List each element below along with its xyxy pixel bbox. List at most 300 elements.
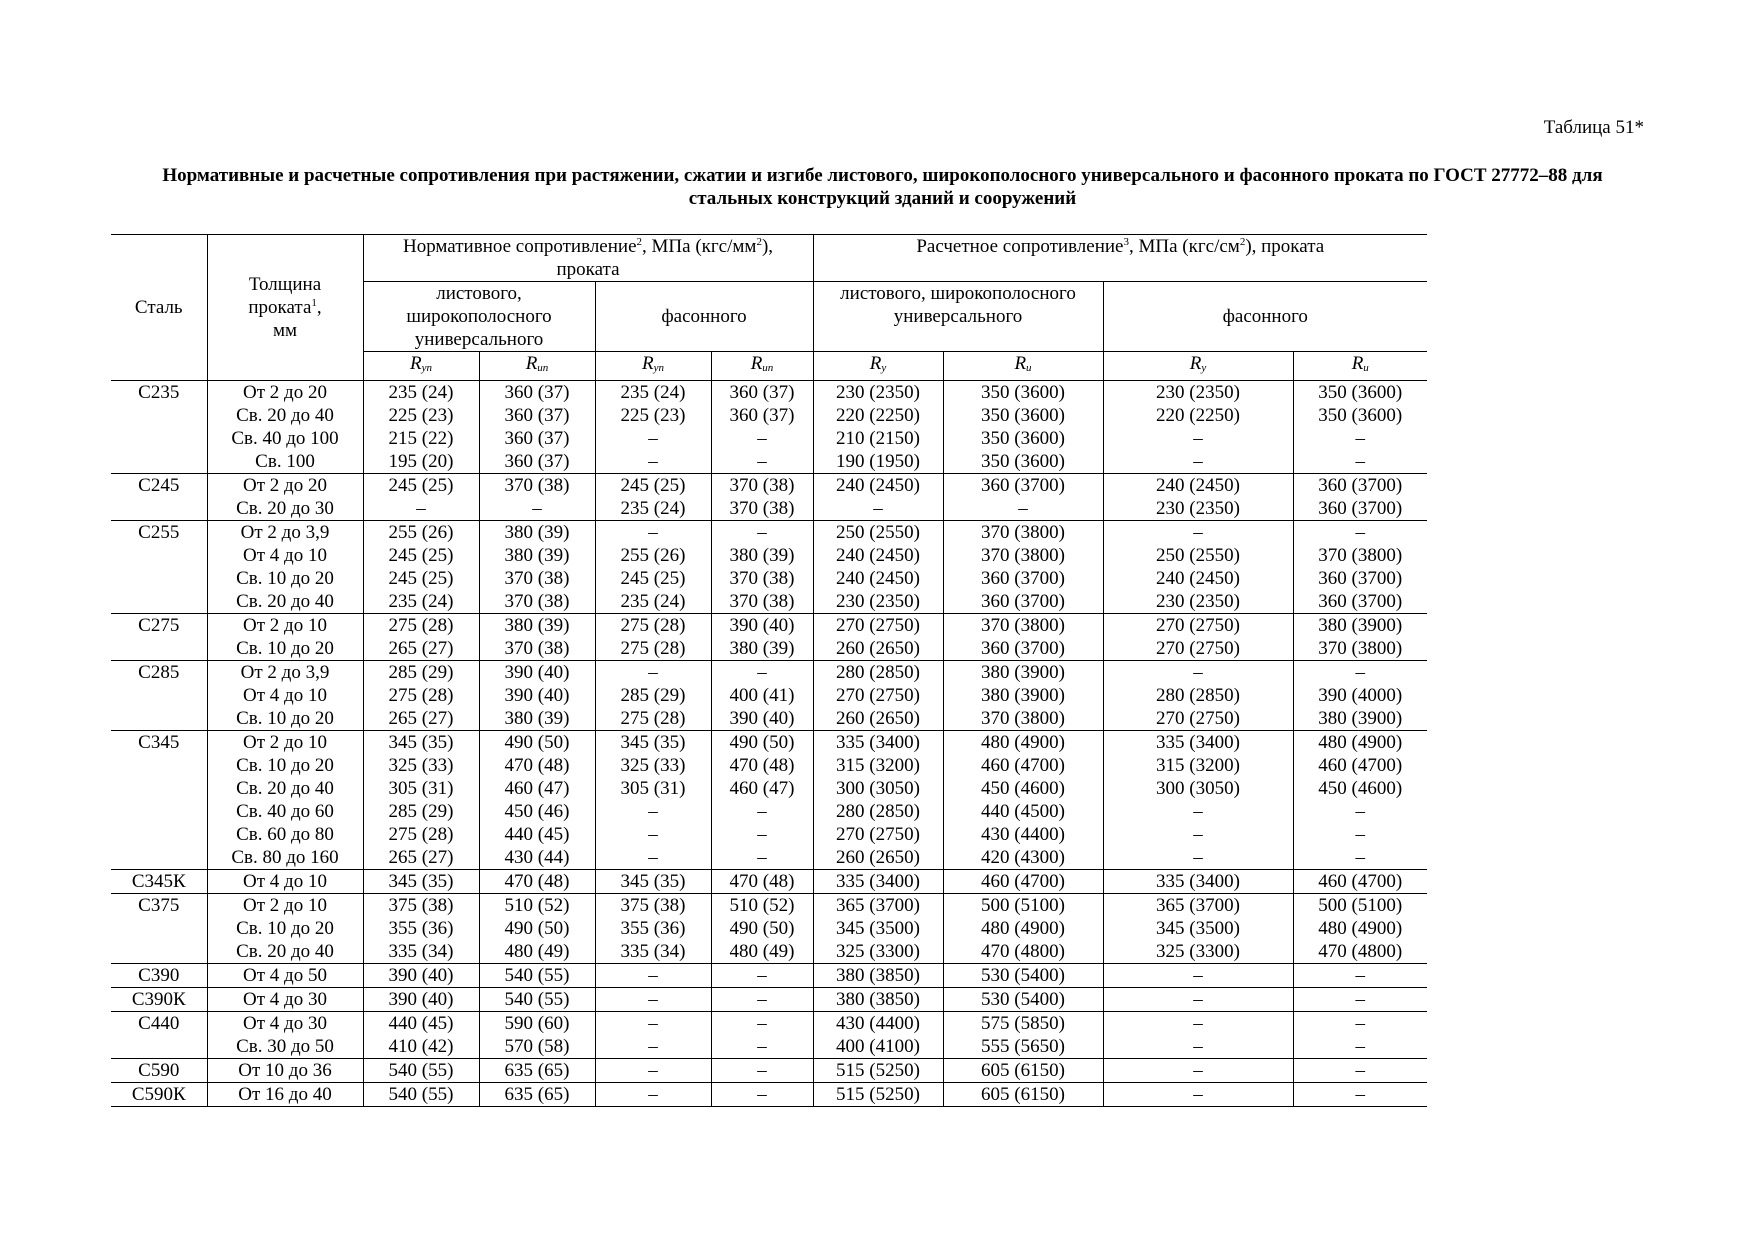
resistance-symbol: [642, 353, 664, 374]
value-cell: 270 (2750): [813, 684, 943, 707]
steel-grade-cell: С590: [111, 1059, 207, 1083]
value-cell: 360 (3700): [1293, 474, 1427, 498]
value-cell: –: [1293, 661, 1427, 685]
value-cell: 245 (25): [363, 474, 479, 498]
table-row: [111, 637, 1427, 661]
value-cell: 430 (4400): [943, 823, 1103, 846]
value-cell: 285 (29): [595, 684, 711, 707]
value-cell: –: [711, 1035, 813, 1059]
value-cell: 540 (55): [363, 1083, 479, 1107]
value-cell: 400 (4100): [813, 1035, 943, 1059]
footnote-3-mark: 3: [1123, 236, 1129, 248]
value-cell: 350 (3600): [1293, 404, 1427, 427]
value-cell: 380 (3850): [813, 988, 943, 1012]
value-cell: 355 (36): [595, 917, 711, 940]
value-cell: –: [711, 1059, 813, 1083]
thickness-cell: Св. 10 до 20: [207, 637, 363, 661]
value-cell: 275 (28): [363, 823, 479, 846]
value-cell: 590 (60): [479, 1012, 595, 1036]
value-cell: 515 (5250): [813, 1059, 943, 1083]
value-cell: 190 (1950): [813, 450, 943, 474]
table-row: [111, 404, 1427, 427]
value-cell: 335 (3400): [813, 731, 943, 755]
value-cell: 275 (28): [595, 707, 711, 731]
value-cell: 390 (40): [711, 614, 813, 638]
value-cell: 460 (47): [711, 777, 813, 800]
value-cell: –: [711, 988, 813, 1012]
value-cell: –: [595, 661, 711, 685]
table-row: [111, 707, 1427, 731]
thickness-cell: От 4 до 30: [207, 1012, 363, 1036]
symbol-base: R: [869, 353, 882, 374]
value-cell: 540 (55): [479, 964, 595, 988]
table-row: [111, 731, 1427, 755]
header-sheet-line1: листового,: [436, 283, 522, 304]
thickness-cell: Св. 20 до 30: [207, 497, 363, 521]
value-cell: 325 (33): [595, 754, 711, 777]
value-cell: –: [943, 497, 1103, 521]
value-cell: –: [595, 964, 711, 988]
value-cell: 380 (39): [479, 614, 595, 638]
value-cell: 500 (5100): [1293, 894, 1427, 918]
table-row: [111, 1035, 1427, 1059]
value-cell: 345 (35): [363, 731, 479, 755]
value-cell: 430 (4400): [813, 1012, 943, 1036]
thickness-cell: От 2 до 3,9: [207, 661, 363, 685]
thickness-cell: От 2 до 10: [207, 614, 363, 638]
value-cell: –: [1293, 521, 1427, 545]
value-cell: 370 (38): [711, 497, 813, 521]
resistance-table: [111, 234, 1427, 1107]
thickness-cell: Св. 100: [207, 450, 363, 474]
thickness-cell: От 2 до 10: [207, 894, 363, 918]
value-cell: –: [1293, 988, 1427, 1012]
value-cell: 230 (2350): [813, 590, 943, 614]
value-cell: 265 (27): [363, 707, 479, 731]
thickness-cell: Св. 10 до 20: [207, 754, 363, 777]
value-cell: 360 (37): [711, 381, 813, 405]
table-row: [111, 544, 1427, 567]
header-design: [813, 235, 1427, 282]
value-cell: –: [711, 661, 813, 685]
table-row: [111, 1012, 1427, 1036]
resistance-symbol: [870, 353, 887, 374]
value-cell: 275 (28): [363, 614, 479, 638]
value-cell: 470 (4800): [943, 940, 1103, 964]
value-cell: 235 (24): [595, 381, 711, 405]
value-cell: 370 (38): [711, 590, 813, 614]
value-cell: 240 (2450): [813, 544, 943, 567]
value-cell: –: [1103, 823, 1293, 846]
value-cell: 370 (38): [479, 637, 595, 661]
steel-grade-cell: С285: [111, 661, 207, 731]
value-cell: 370 (3800): [1293, 637, 1427, 661]
value-cell: 375 (38): [595, 894, 711, 918]
value-cell: 555 (5650): [943, 1035, 1103, 1059]
value-cell: 345 (3500): [813, 917, 943, 940]
value-cell: 325 (33): [363, 754, 479, 777]
symbol-header-cell: [711, 352, 813, 381]
value-cell: –: [711, 1083, 813, 1107]
value-cell: –: [1103, 846, 1293, 870]
squared-mark: 2: [1239, 236, 1246, 248]
value-cell: –: [1293, 450, 1427, 474]
table-row: [111, 497, 1427, 521]
steel-grade-cell: С245: [111, 474, 207, 521]
value-cell: 480 (4900): [1293, 917, 1427, 940]
value-cell: 255 (26): [363, 521, 479, 545]
symbol-base: R: [525, 353, 538, 374]
value-cell: 470 (48): [711, 754, 813, 777]
value-cell: 370 (3800): [943, 521, 1103, 545]
header-thickness-unit: мм: [272, 320, 298, 341]
header-normative: [363, 235, 813, 282]
value-cell: 360 (3700): [943, 567, 1103, 590]
value-cell: –: [711, 521, 813, 545]
table-row: [111, 474, 1427, 498]
value-cell: –: [711, 846, 813, 870]
symbol-header-cell: [813, 352, 943, 381]
value-cell: 350 (3600): [943, 381, 1103, 405]
value-cell: –: [1103, 521, 1293, 545]
symbol-base: R: [1014, 353, 1027, 374]
value-cell: 350 (3600): [1293, 381, 1427, 405]
value-cell: –: [711, 823, 813, 846]
table-row: [111, 988, 1427, 1012]
value-cell: 450 (4600): [943, 777, 1103, 800]
value-cell: 240 (2450): [813, 474, 943, 498]
thickness-cell: Св. 20 до 40: [207, 404, 363, 427]
table-row: [111, 614, 1427, 638]
value-cell: –: [595, 1083, 711, 1107]
value-cell: 345 (35): [363, 870, 479, 894]
symbol-subscript: y: [881, 362, 887, 374]
value-cell: 380 (3900): [943, 684, 1103, 707]
value-cell: –: [1103, 450, 1293, 474]
header-design-text: Расчетное сопротивление: [916, 236, 1124, 257]
value-cell: 460 (4700): [1293, 754, 1427, 777]
value-cell: 360 (3700): [943, 474, 1103, 498]
thickness-cell: Св. 30 до 50: [207, 1035, 363, 1059]
value-cell: 360 (3700): [1293, 497, 1427, 521]
value-cell: –: [595, 1012, 711, 1036]
thickness-cell: Св. 20 до 40: [207, 940, 363, 964]
value-cell: 270 (2750): [1103, 707, 1293, 731]
value-cell: 540 (55): [363, 1059, 479, 1083]
value-cell: –: [1293, 1012, 1427, 1036]
value-cell: 270 (2750): [813, 823, 943, 846]
value-cell: –: [711, 427, 813, 450]
table-row: [111, 684, 1427, 707]
value-cell: 460 (4700): [943, 870, 1103, 894]
value-cell: –: [1293, 800, 1427, 823]
value-cell: 375 (38): [363, 894, 479, 918]
value-cell: 450 (46): [479, 800, 595, 823]
value-cell: 440 (4500): [943, 800, 1103, 823]
thickness-cell: От 4 до 10: [207, 684, 363, 707]
steel-grade-cell: С345: [111, 731, 207, 870]
value-cell: 360 (37): [479, 450, 595, 474]
value-cell: 380 (39): [479, 544, 595, 567]
header-normative-close: ),: [761, 236, 774, 257]
value-cell: 335 (3400): [813, 870, 943, 894]
value-cell: –: [1103, 1012, 1293, 1036]
symbol-base: R: [750, 353, 763, 374]
value-cell: 285 (29): [363, 800, 479, 823]
header-sheet-line3: универсального: [414, 329, 544, 350]
symbol-subscript: yn: [653, 362, 664, 374]
value-cell: –: [1103, 964, 1293, 988]
value-cell: 275 (28): [595, 637, 711, 661]
value-cell: 530 (5400): [943, 964, 1103, 988]
value-cell: –: [595, 450, 711, 474]
table-row: [111, 940, 1427, 964]
value-cell: 460 (4700): [1293, 870, 1427, 894]
value-cell: 470 (48): [479, 754, 595, 777]
value-cell: 390 (40): [711, 707, 813, 731]
value-cell: 420 (4300): [943, 846, 1103, 870]
value-cell: 360 (37): [479, 427, 595, 450]
value-cell: 390 (4000): [1293, 684, 1427, 707]
thickness-cell: От 10 до 36: [207, 1059, 363, 1083]
symbol-subscript: yn: [421, 362, 432, 374]
steel-grade-cell: С255: [111, 521, 207, 614]
steel-grade-cell: С375: [111, 894, 207, 964]
value-cell: 440 (45): [363, 1012, 479, 1036]
value-cell: 570 (58): [479, 1035, 595, 1059]
header-shaped-design: [1103, 282, 1427, 352]
table-row: [111, 964, 1427, 988]
value-cell: 220 (2250): [1103, 404, 1293, 427]
value-cell: 285 (29): [363, 661, 479, 685]
thickness-cell: Св. 10 до 20: [207, 917, 363, 940]
symbol-subscript: un: [537, 362, 549, 374]
symbol-header-cell: [479, 352, 595, 381]
table-row: [111, 567, 1427, 590]
value-cell: 225 (23): [595, 404, 711, 427]
value-cell: –: [1293, 427, 1427, 450]
thickness-cell: От 4 до 10: [207, 870, 363, 894]
value-cell: 390 (40): [363, 964, 479, 988]
value-cell: 460 (4700): [943, 754, 1103, 777]
value-cell: 480 (4900): [943, 731, 1103, 755]
header-shaped-label: фасонного: [1222, 306, 1308, 327]
header-normative-text: Нормативное сопротивление: [402, 236, 637, 257]
value-cell: 470 (48): [479, 870, 595, 894]
value-cell: 480 (4900): [1293, 731, 1427, 755]
thickness-cell: От 16 до 40: [207, 1083, 363, 1107]
resistance-symbol: [410, 353, 432, 374]
value-cell: 300 (3050): [813, 777, 943, 800]
value-cell: –: [363, 497, 479, 521]
value-cell: –: [595, 1059, 711, 1083]
value-cell: 305 (31): [363, 777, 479, 800]
thickness-cell: От 4 до 10: [207, 544, 363, 567]
value-cell: 480 (49): [479, 940, 595, 964]
header-design-unit: , МПа (кгс/см: [1128, 236, 1240, 257]
value-cell: 380 (39): [479, 707, 595, 731]
thickness-cell: Св. 10 до 20: [207, 567, 363, 590]
resistance-symbol: [526, 353, 549, 374]
value-cell: 300 (3050): [1103, 777, 1293, 800]
value-cell: 195 (20): [363, 450, 479, 474]
value-cell: 515 (5250): [813, 1083, 943, 1107]
thickness-cell: От 2 до 20: [207, 381, 363, 405]
header-sheet-design-line1: листового, широкополосного: [840, 283, 1076, 304]
value-cell: 350 (3600): [943, 427, 1103, 450]
value-cell: 335 (3400): [1103, 870, 1293, 894]
value-cell: 490 (50): [711, 917, 813, 940]
thickness-cell: Св. 10 до 20: [207, 707, 363, 731]
value-cell: 370 (3800): [943, 707, 1103, 731]
value-cell: 635 (65): [479, 1059, 595, 1083]
header-thickness-line2: проката: [248, 297, 312, 318]
resistance-symbol: [1190, 353, 1207, 374]
value-cell: 260 (2650): [813, 707, 943, 731]
header-shaped-label: фасонного: [661, 306, 747, 327]
thickness-cell: От 4 до 30: [207, 988, 363, 1012]
header-thickness-comma: ,: [316, 297, 322, 318]
value-cell: 605 (6150): [943, 1059, 1103, 1083]
value-cell: 605 (6150): [943, 1083, 1103, 1107]
value-cell: 360 (37): [479, 381, 595, 405]
value-cell: 260 (2650): [813, 637, 943, 661]
symbol-subscript: u: [1026, 362, 1032, 374]
steel-grade-cell: С590К: [111, 1083, 207, 1107]
table-row: [111, 381, 1427, 405]
value-cell: 280 (2850): [1103, 684, 1293, 707]
value-cell: 365 (3700): [1103, 894, 1293, 918]
value-cell: 365 (3700): [813, 894, 943, 918]
value-cell: 345 (3500): [1103, 917, 1293, 940]
value-cell: 345 (35): [595, 870, 711, 894]
header-sheet-normative: [363, 282, 595, 352]
value-cell: 635 (65): [479, 1083, 595, 1107]
value-cell: –: [1103, 800, 1293, 823]
value-cell: 250 (2550): [1103, 544, 1293, 567]
thickness-cell: Св. 20 до 40: [207, 590, 363, 614]
table-row: [111, 777, 1427, 800]
resistance-symbol: [1352, 353, 1369, 374]
value-cell: 470 (4800): [1293, 940, 1427, 964]
table-row: [111, 917, 1427, 940]
value-cell: 230 (2350): [813, 381, 943, 405]
squared-mark: 2: [756, 236, 762, 248]
value-cell: 275 (28): [595, 614, 711, 638]
value-cell: –: [1103, 1035, 1293, 1059]
value-cell: 380 (3900): [1293, 707, 1427, 731]
value-cell: 325 (3300): [1103, 940, 1293, 964]
value-cell: 490 (50): [479, 731, 595, 755]
header-steel-label: Сталь: [134, 297, 183, 318]
value-cell: –: [711, 964, 813, 988]
value-cell: –: [1293, 823, 1427, 846]
steel-grade-cell: С235: [111, 381, 207, 474]
value-cell: 410 (42): [363, 1035, 479, 1059]
value-cell: 575 (5850): [943, 1012, 1103, 1036]
value-cell: –: [595, 427, 711, 450]
value-cell: 490 (50): [479, 917, 595, 940]
value-cell: 470 (48): [711, 870, 813, 894]
value-cell: 315 (3200): [1103, 754, 1293, 777]
steel-grade-cell: С390: [111, 964, 207, 988]
header-steel: [111, 235, 207, 381]
value-cell: 490 (50): [711, 731, 813, 755]
value-cell: –: [1103, 661, 1293, 685]
value-cell: 270 (2750): [1103, 637, 1293, 661]
value-cell: 360 (37): [479, 404, 595, 427]
value-cell: 440 (45): [479, 823, 595, 846]
footnote-1-mark: 1: [311, 297, 317, 309]
value-cell: 230 (2350): [1103, 497, 1293, 521]
value-cell: 245 (25): [595, 474, 711, 498]
value-cell: 280 (2850): [813, 800, 943, 823]
thickness-cell: Св. 20 до 40: [207, 777, 363, 800]
table-row: [111, 661, 1427, 685]
table-row: [111, 427, 1427, 450]
value-cell: 335 (34): [363, 940, 479, 964]
value-cell: 335 (34): [595, 940, 711, 964]
value-cell: 380 (39): [479, 521, 595, 545]
value-cell: 380 (3900): [1293, 614, 1427, 638]
value-cell: 370 (38): [479, 567, 595, 590]
value-cell: 225 (23): [363, 404, 479, 427]
value-cell: 325 (3300): [813, 940, 943, 964]
thickness-cell: От 2 до 20: [207, 474, 363, 498]
symbol-header-cell: [363, 352, 479, 381]
value-cell: 345 (35): [595, 731, 711, 755]
thickness-cell: От 4 до 50: [207, 964, 363, 988]
value-cell: 380 (3850): [813, 964, 943, 988]
table-title: Нормативные и расчетные сопротивления при растяжении, сжатии и изгибе листового, широкополосного универсального и фасонного проката по ГОСТ 27772–88 для стальных конструкций зданий и сооружений: [162, 165, 1603, 209]
value-cell: 370 (38): [711, 567, 813, 590]
steel-grade-cell: С345К: [111, 870, 207, 894]
symbol-base: R: [410, 353, 422, 374]
value-cell: 315 (3200): [813, 754, 943, 777]
value-cell: 360 (3700): [1293, 590, 1427, 614]
value-cell: 370 (3800): [943, 614, 1103, 638]
thickness-cell: Св. 40 до 60: [207, 800, 363, 823]
thickness-cell: От 2 до 10: [207, 731, 363, 755]
value-cell: 210 (2150): [813, 427, 943, 450]
resistance-symbol: [751, 353, 774, 374]
value-cell: 510 (52): [479, 894, 595, 918]
table-row: [111, 846, 1427, 870]
value-cell: 380 (39): [711, 637, 813, 661]
thickness-cell: Св. 80 до 160: [207, 846, 363, 870]
value-cell: 265 (27): [363, 637, 479, 661]
footnote-2-mark: 2: [636, 236, 643, 248]
value-cell: 235 (24): [363, 590, 479, 614]
value-cell: 480 (49): [711, 940, 813, 964]
symbol-base: R: [1189, 353, 1202, 374]
value-cell: 370 (38): [479, 474, 595, 498]
header-normative-product: проката: [556, 259, 620, 280]
table-row: [111, 450, 1427, 474]
value-cell: 240 (2450): [1103, 474, 1293, 498]
value-cell: 360 (3700): [943, 637, 1103, 661]
header-sheet-line2: широкополосного: [406, 306, 552, 327]
table-row: [111, 1083, 1427, 1107]
value-cell: 380 (39): [711, 544, 813, 567]
value-cell: –: [1103, 427, 1293, 450]
table-row: [111, 754, 1427, 777]
value-cell: 430 (44): [479, 846, 595, 870]
value-cell: 215 (22): [363, 427, 479, 450]
value-cell: –: [595, 846, 711, 870]
value-cell: –: [595, 988, 711, 1012]
value-cell: 390 (40): [479, 684, 595, 707]
